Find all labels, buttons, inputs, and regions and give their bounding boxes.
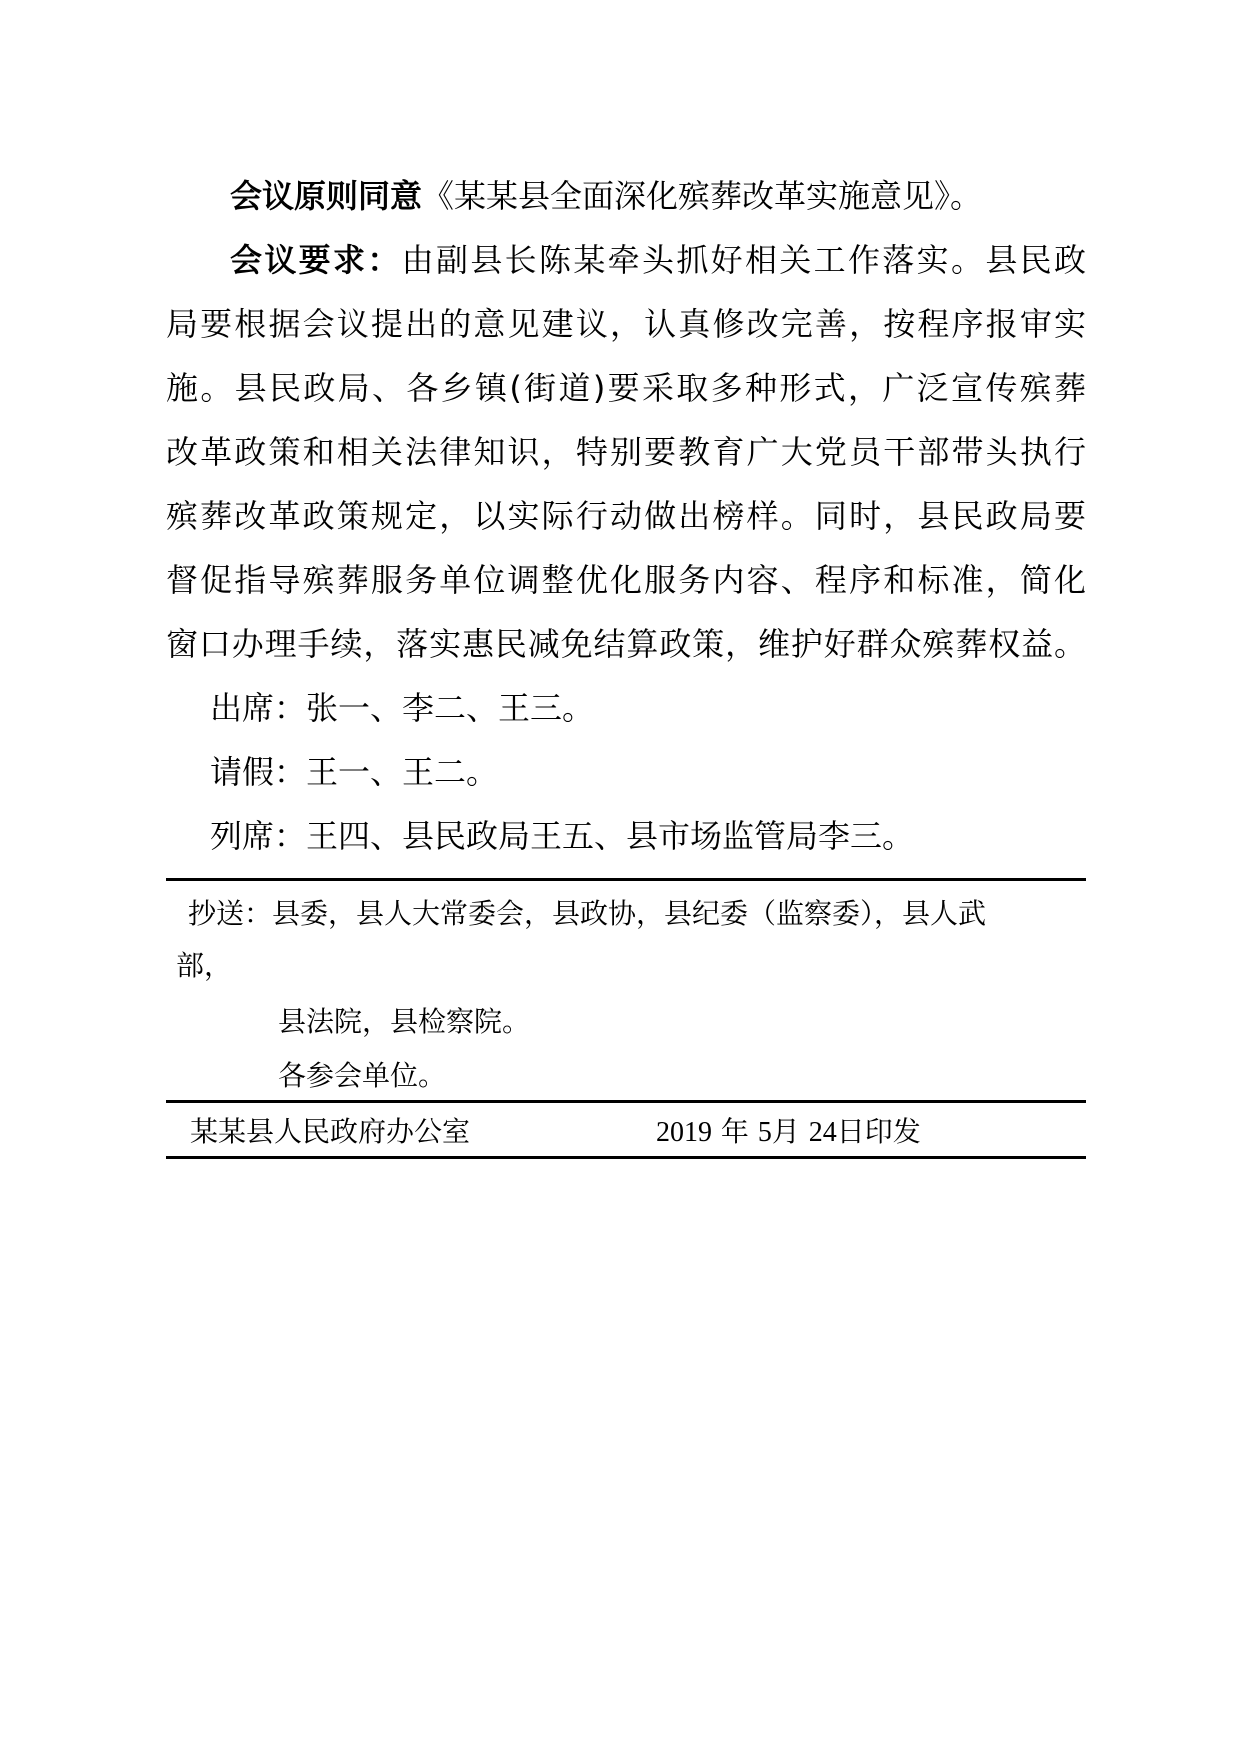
requirements-line-3: 施。县民政局、各乡镇(街道)要采取多种形式，广泛宣传殡葬 (166, 369, 1086, 407)
footer-date-year-unit: 年 (720, 1115, 749, 1148)
requirements-line-1 (230, 240, 1086, 280)
attendance-present: 出席：张一、李二、王三。 (210, 689, 595, 727)
footer-date-day-unit: 日印发 (836, 1115, 921, 1148)
footer-date-month-unit: 月 (771, 1115, 800, 1148)
footer-top-rule (166, 1100, 1086, 1103)
approval-text: 《某某县全面深化殡葬改革实施意见》。 (422, 177, 983, 215)
requirements-text-1: 由副县长陈某牵头抓好相关工作落实。县民政 (401, 241, 1086, 279)
footer-date (656, 1114, 921, 1151)
requirements-line-4: 改革政策和相关法律知识，特别要教育广大党员干部带头执行 (166, 433, 1086, 471)
approval-line (230, 176, 1086, 216)
attendance-observers: 列席：王四、县民政局王五、县市场监管局李三。 (210, 817, 915, 855)
requirements-line-2: 局要根据会议提出的意见建议，认真修改完善，按程序报审实 (166, 305, 1086, 343)
footer-date-day: 24 (808, 1117, 837, 1148)
cc-line-1: 抄送：县委，县人大常委会，县政协，县纪委（监察委），县人武 (188, 897, 987, 930)
footer-date-year: 2019 (656, 1117, 712, 1148)
requirements-line-5: 殡葬改革政策规定，以实际行动做出榜样。同时，县民政局要 (166, 497, 1086, 535)
cc-line-3: 县法院，县检察院。 (278, 1005, 531, 1038)
attendance-leave: 请假：王一、王二。 (210, 753, 499, 791)
requirements-line-7: 窗口办理手续，落实惠民减免结算政策，维护好群众殡葬权益。 (166, 625, 1086, 663)
cc-line-2: 部， (176, 949, 233, 982)
footer-bottom-rule (166, 1156, 1086, 1159)
footer-date-month: 5 (757, 1117, 772, 1148)
requirements-line-6: 督促指导殡葬服务单位调整优化服务内容、程序和标准，简化 (166, 561, 1086, 599)
footer-issuer: 某某县人民政府办公室 (190, 1115, 471, 1148)
requirements-lead: 会议要求： (230, 241, 402, 279)
approval-lead: 会议原则同意 (230, 177, 423, 215)
cc-top-rule (166, 878, 1086, 881)
cc-line-4: 各参会单位。 (278, 1059, 447, 1092)
